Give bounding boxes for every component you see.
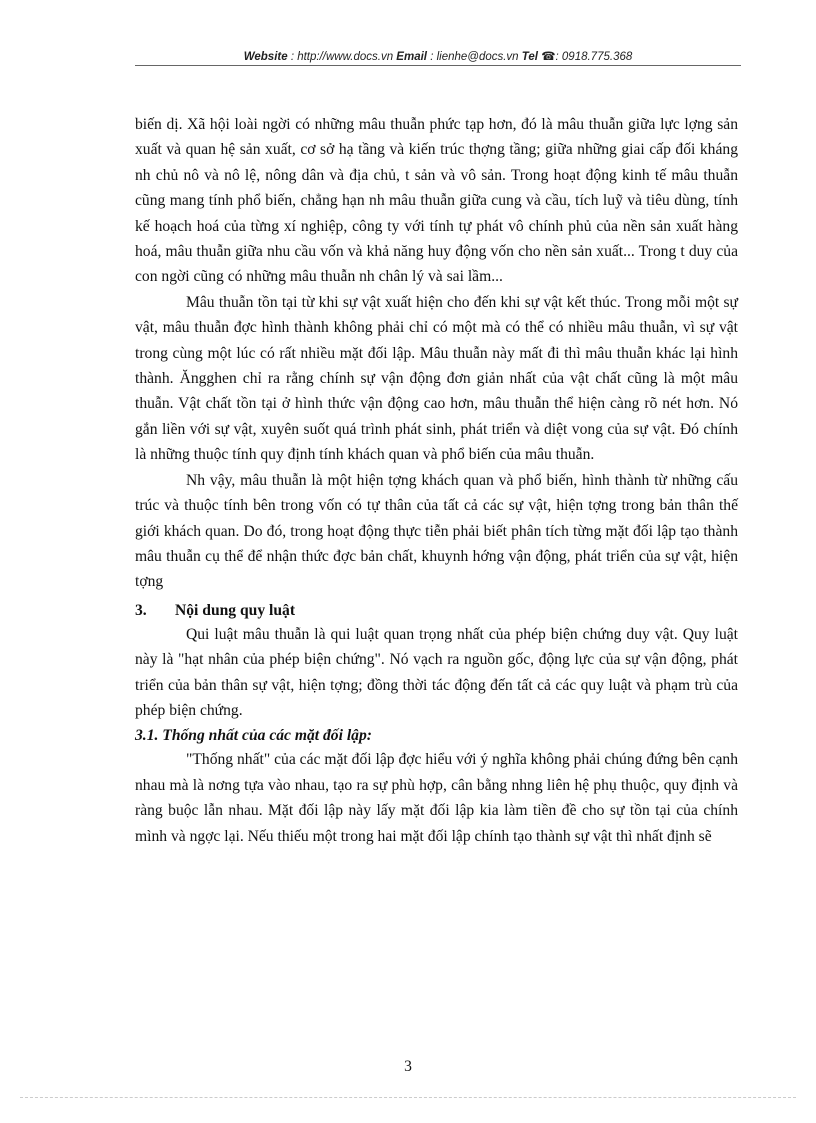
- paragraph: biến dị. Xã hội loài ngời có những mâu thuẫn phức tạp hơn, đó là mâu thuẫn giữa lực lợng sản xuất và quan hệ sản xuất, cơ sở hạ tầng và kiến trúc thợng tầng; giữa những giai cấp đối kháng nh chủ nô và nô lệ, nông dân và địa chủ, t sản và vô sản. Trong hoạt động kinh tế mâu thuẫn cũng mang tính phổ biến, chẳng hạn nh mâu thuẫn giữa cung và cầu, tích luỹ và tiêu dùng, tính kế hoạch hoá của từng xí nghiệp, công ty với tính tự phát vô chính phủ của nền sản xuất hàng hoá, mâu thuẫn giữa nhu cầu vốn và khả năng huy động vốn cho nền sản xuất... Trong t duy của con ngời cũng có những mâu thuẫn nh chân lý và sai lầm...: [135, 116, 738, 286]
- header-divider: [135, 65, 741, 66]
- section-heading: [135, 600, 738, 622]
- section-number: 3.: [135, 601, 147, 619]
- phone-number: : 0918.775.368: [555, 51, 633, 63]
- document-body: [135, 112, 738, 849]
- email-label: Email: [396, 51, 427, 63]
- page-bottom-border: [20, 1097, 796, 1098]
- paragraph: "Thống nhất" của các mặt đối lập đợc hiểu với ý nghĩa không phải chúng đứng bên cạnh nhau mà là nơng tựa vào nhau, tạo ra sự phù hợp, cân bằng nhng liên hệ phụ thuộc, quy định và ràng buộc lẫn nhau. Mặt đối lập này lấy mặt đối lập kia làm tiền đề cho sự tồn tại của chính mình và ngợc lại. Nếu thiếu một trong hai mặt đối lập chính tạo thành sự vật thì nhất định sẽ: [135, 751, 738, 845]
- paragraph: Mâu thuẫn tồn tại từ khi sự vật xuất hiện cho đến khi sự vật kết thúc. Trong mỗi một sự vật, mâu thuẫn đợc hình thành không phải chỉ có một mà có thể có nhiều mâu thuẫn, vì sự vật trong cùng một lúc có rất nhiều mặt đối lập. Mâu thuẫn này mất đi thì mâu thuẫn khác lại hình thành. Ăngghen chỉ ra rằng chính sự vận động đơn giản nhất của vật chất cũng là một mâu thuẫn. Vật chất tồn tại ở hình thức vận động cao hơn, mâu thuẫn thể hiện càng rõ nét hơn. Nó gắn liền với sự vật, xuyên suốt quá trình phát sinh, phát triển và diệt vong của sự vật. Đó chính là những thuộc tính quy định tính khách quan và phổ biến của mâu thuẫn.: [135, 293, 738, 464]
- email-address: : lienhe@docs.vn: [430, 51, 519, 63]
- paragraph: Qui luật mâu thuẫn là qui luật quan trọng nhất của phép biện chứng duy vật. Quy luật này là "hạt nhân của phép biện chứng". Nó vạch ra nguồn gốc, động lực của sự vận động, phát triển của bản thân sự vật, hiện tợng; đồng thời tác động đến tất cả các quy luật và phạm trù của phép biện chứng.: [135, 625, 738, 719]
- subsection-heading: 3.1. Thống nhất của các mặt đối lập:: [135, 727, 372, 745]
- page-number: 3: [404, 1058, 412, 1075]
- page-header: [135, 49, 741, 63]
- tel-label: Tel: [521, 51, 538, 63]
- phone-icon: ☎: [541, 51, 556, 63]
- website-label: Website: [243, 51, 288, 63]
- website-url: : http://www.docs.vn: [290, 51, 394, 63]
- section-title: Nội dung quy luật: [175, 601, 296, 619]
- paragraph: Nh vậy, mâu thuẫn là một hiện tợng khách quan và phổ biến, hình thành từ những cấu trúc và thuộc tính bên trong vốn có tự thân của tất cả các sự vật, hiện tợng trong bản thân thế giới khách quan. Do đó, trong hoạt động thực tiễn phải biết phân tích từng mặt đối lập tạo thành mâu thuẫn cụ thể để nhận thức đợc bản chất, khuynh hớng vận động, phát triển của sự vật, hiện tợng: [135, 471, 738, 591]
